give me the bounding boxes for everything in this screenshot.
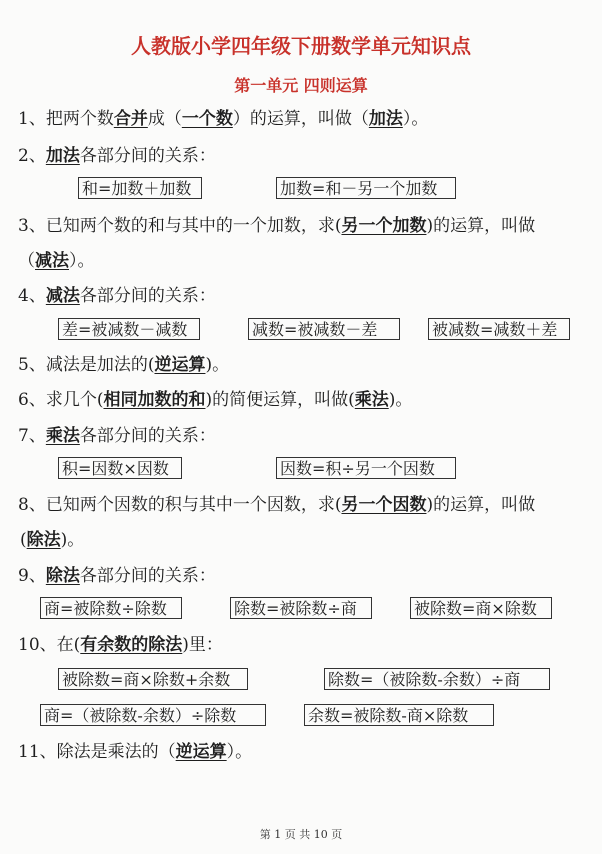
item-text: 各部分间的关系： xyxy=(79,146,216,166)
keyword: 乘法 xyxy=(45,426,80,446)
item-text: 除法是乘法的（ xyxy=(56,742,176,762)
item-3 xyxy=(18,215,588,237)
formula-box: 除数=（被除数-余数）÷商 xyxy=(324,668,550,690)
item-11 xyxy=(18,741,588,763)
item-8-continued xyxy=(20,529,588,551)
formula-box: 被除数=商×除数+余数 xyxy=(58,668,248,690)
item-10 xyxy=(18,634,588,656)
page-title: 人教版小学四年级下册数学单元知识点 xyxy=(131,34,471,58)
formula-box: 余数=被除数-商×除数 xyxy=(304,704,494,726)
formula-box: 差=被减数－减数 xyxy=(58,318,200,340)
item-7 xyxy=(18,425,588,447)
keyword: 乘法 xyxy=(354,390,389,410)
item-number: 11、 xyxy=(18,742,57,762)
item-1 xyxy=(18,108,588,130)
keyword: 除法 xyxy=(26,530,61,550)
page-footer: 第 1 页 共 10 页 xyxy=(259,828,343,841)
item-number: 6、 xyxy=(18,390,46,410)
keyword: 除法 xyxy=(45,566,80,586)
keyword: 另一个因数 xyxy=(341,495,427,515)
item-number: 10、 xyxy=(18,635,57,655)
item-6 xyxy=(18,389,588,411)
item-text: 减法是加法的( xyxy=(45,355,155,375)
formula-box: 被减数=减数＋差 xyxy=(428,318,570,340)
item-text: ）。 xyxy=(226,742,253,762)
keyword: 逆运算 xyxy=(154,355,206,375)
item-number: 1、 xyxy=(18,109,46,129)
formula-box: 减数=被减数－差 xyxy=(248,318,400,340)
item-text: 把两个数 xyxy=(45,109,114,129)
formula-box: 商=被除数÷除数 xyxy=(40,597,182,619)
keyword: 减法 xyxy=(35,251,69,271)
item-text: （ xyxy=(18,251,35,271)
item-5 xyxy=(18,354,588,376)
item-text: 成（ xyxy=(147,109,182,129)
keyword: 加法 xyxy=(45,146,80,166)
item-text: 各部分间的关系： xyxy=(79,286,216,306)
item-text: 已知两个因数的积与其中一个因数，求( xyxy=(45,495,342,515)
item-2 xyxy=(18,145,588,167)
keyword: 相同加数的和 xyxy=(103,390,206,410)
keyword: 一个数 xyxy=(181,109,233,129)
keyword: 减法 xyxy=(45,286,80,306)
item-text: )的简便运算，叫做( xyxy=(205,390,355,410)
keyword: 加法 xyxy=(368,109,403,129)
item-text: )。 xyxy=(60,530,85,550)
keyword: 有余数的除法 xyxy=(80,635,183,655)
item-text: 已知两个数的和与其中的一个加数，求( xyxy=(45,216,342,236)
item-text: )的运算，叫做 xyxy=(426,495,536,515)
formula-box: 和=加数＋加数 xyxy=(78,177,202,199)
formula-box: 被除数=商×除数 xyxy=(410,597,552,619)
item-9 xyxy=(18,565,588,587)
item-number: 4、 xyxy=(18,286,46,306)
item-text: )。 xyxy=(388,390,413,410)
item-number: 8、 xyxy=(18,495,46,515)
formula-box: 商=（被除数-余数）÷除数 xyxy=(40,704,266,726)
item-number: 7、 xyxy=(18,426,46,446)
item-text: )的运算，叫做 xyxy=(426,216,536,236)
item-text: ）。 xyxy=(69,251,95,271)
formula-box: 除数=被除数÷商 xyxy=(230,597,372,619)
keyword: 合并 xyxy=(113,109,148,129)
item-3-continued xyxy=(18,250,588,272)
item-text: ( xyxy=(20,530,27,550)
formula-box: 积=因数×因数 xyxy=(58,457,182,479)
item-text: 在( xyxy=(56,635,81,655)
item-text: )。 xyxy=(205,355,230,375)
item-number: 5、 xyxy=(18,355,46,375)
keyword: 逆运算 xyxy=(175,742,227,762)
item-text: 各部分间的关系： xyxy=(79,426,216,446)
item-text: ）。 xyxy=(402,109,429,129)
item-text: )里： xyxy=(182,635,223,655)
item-text: 求几个( xyxy=(45,390,104,410)
keyword: 另一个加数 xyxy=(341,216,427,236)
item-4 xyxy=(18,285,588,307)
item-number: 3、 xyxy=(18,216,46,236)
item-text: ）的运算，叫做（ xyxy=(232,109,369,129)
formula-box: 因数=积÷另一个因数 xyxy=(276,457,456,479)
item-number: 9、 xyxy=(18,566,46,586)
unit-heading: 第一单元 四则运算 xyxy=(234,76,368,95)
formula-box: 加数=和－另一个加数 xyxy=(276,177,456,199)
item-text: 各部分间的关系： xyxy=(79,566,216,586)
item-8 xyxy=(18,494,588,516)
item-number: 2、 xyxy=(18,146,46,166)
